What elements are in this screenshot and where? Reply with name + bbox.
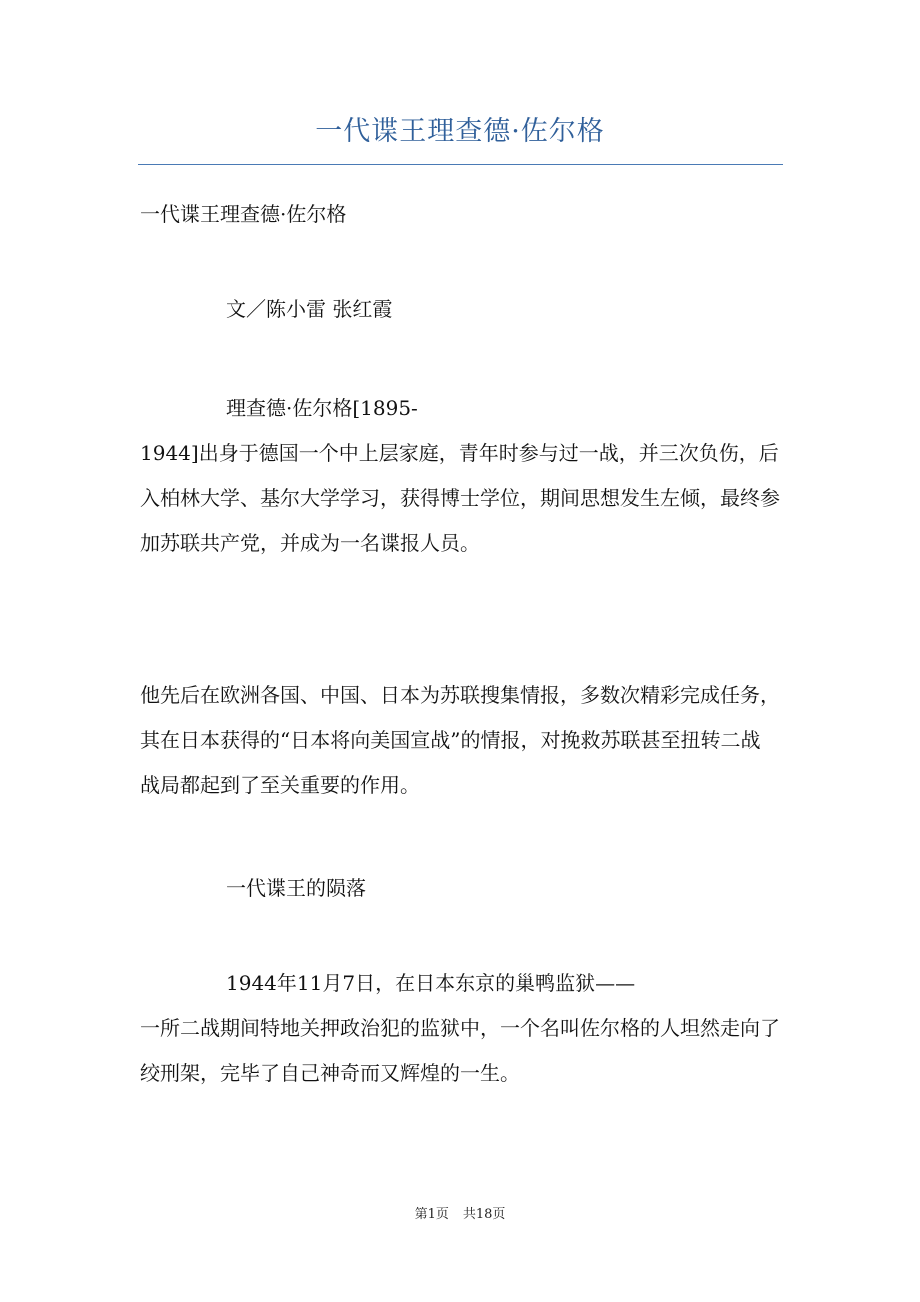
subtitle: 一代谍王理查德·佐尔格 bbox=[140, 202, 347, 226]
page-number-current: 第1页 bbox=[414, 1207, 449, 1222]
paragraph-continuation: 一所二战期间特地关押政治犯的监狱中，一个名叫佐尔格的人坦然走向了绞刑架，完毕了自己神奇而又辉煌的一生。 bbox=[140, 1016, 780, 1085]
page-footer bbox=[0, 1205, 920, 1225]
page-number-total: 共18页 bbox=[462, 1207, 506, 1222]
title-underline bbox=[138, 164, 783, 165]
paragraph-achievements: 他先后在欧洲各国、中国、日本为苏联搜集情报，多数次精彩完成任务，其在日本获得的“日本将向美国宣战”的情报，对挽救苏联甚至扭转二战战局都起到了至关重要的作用。 bbox=[140, 683, 780, 797]
byline: 文／陈小雷 张红霞 bbox=[226, 297, 393, 321]
section-heading: 一代谍王的陨落 bbox=[226, 876, 366, 900]
paragraph-first-line: 理查德·佐尔格[1895- bbox=[226, 396, 418, 420]
paragraph-execution bbox=[140, 961, 780, 1096]
document-title: 一代谍王理查德·佐尔格 bbox=[315, 116, 605, 147]
paragraph-continuation: 1944]出身于德国一个中上层家庭，青年时参与过一战，并三次负伤，后入柏林大学、基尔大学学习，获得博士学位，期间思想发生左倾，最终参加苏联共产党，并成为一名谍报人员。 bbox=[140, 441, 780, 555]
paragraph-biography bbox=[140, 386, 780, 566]
paragraph-first-line: 1944年11月7日，在日本东京的巢鸭监狱—— bbox=[226, 971, 636, 995]
